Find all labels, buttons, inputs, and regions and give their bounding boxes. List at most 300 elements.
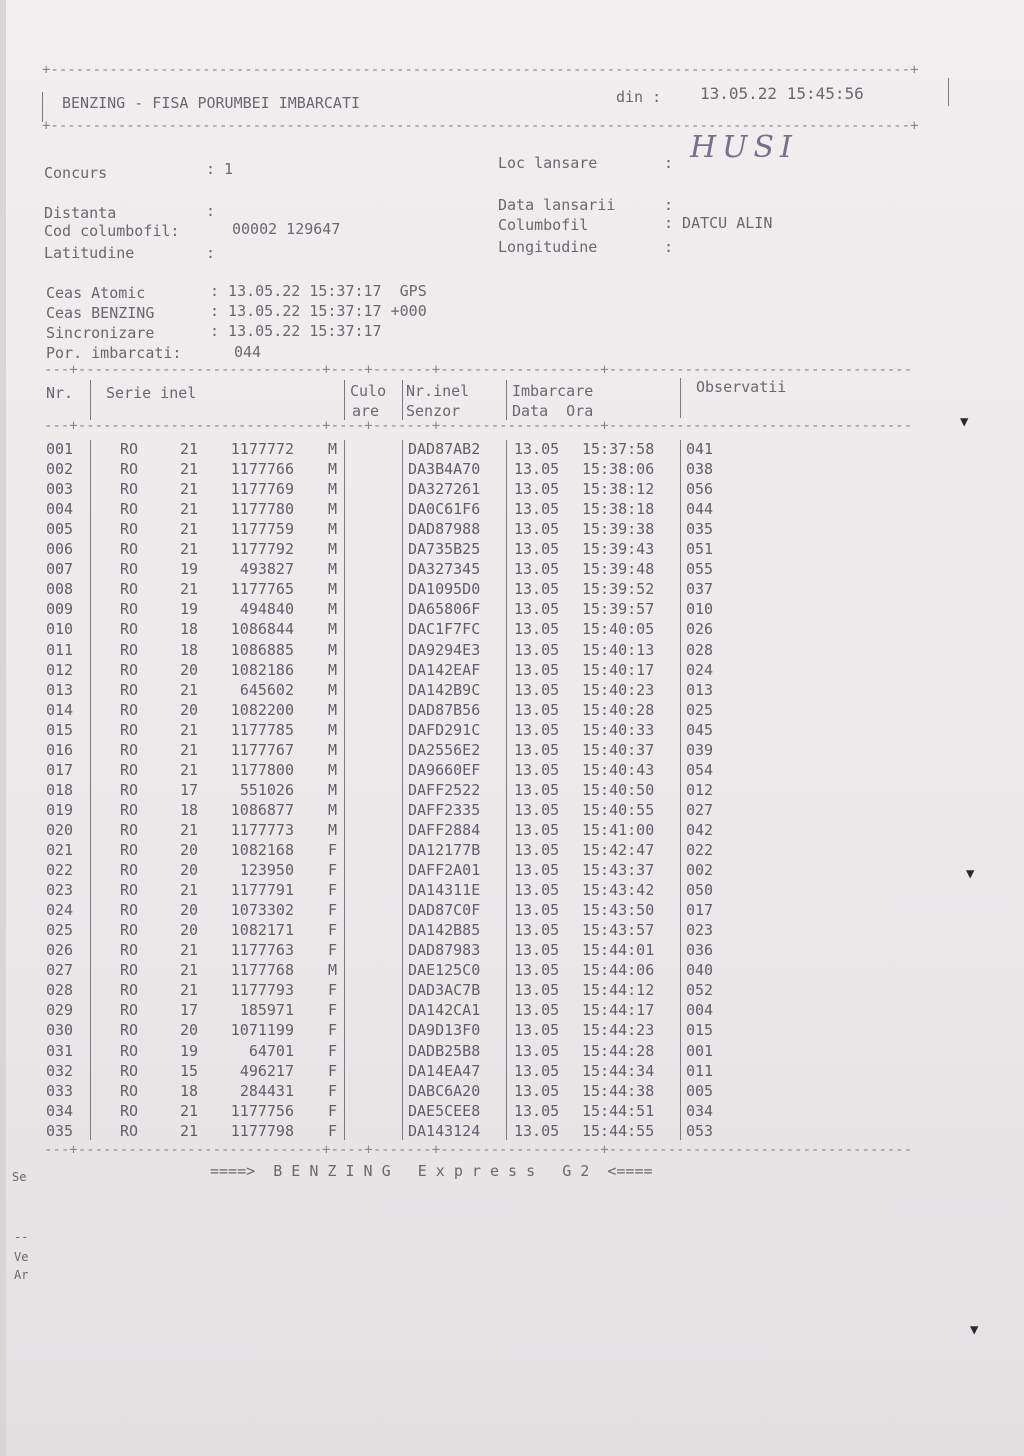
row-observation: 002: [686, 861, 714, 880]
row-country: RO: [120, 800, 139, 819]
row-date: 13.05: [514, 961, 560, 980]
handwritten-loc-lansare: HUSI: [690, 130, 798, 165]
row-year: 20: [180, 1021, 199, 1040]
row-sensor: DAE125C0: [408, 961, 481, 980]
row-sex: M: [328, 800, 338, 819]
row-date: 13.05: [514, 700, 560, 719]
row-sex: M: [328, 680, 338, 699]
row-observation: 039: [686, 740, 714, 759]
row-observation: 054: [686, 760, 714, 779]
row-country: RO: [120, 460, 139, 479]
row-number: 004: [46, 500, 74, 519]
row-date: 13.05: [514, 600, 560, 619]
row-year: 20: [180, 700, 199, 719]
row-number: 027: [46, 961, 74, 980]
row-date: 13.05: [514, 921, 560, 940]
row-sex: M: [328, 660, 338, 679]
row-date: 13.05: [514, 1101, 560, 1120]
row-year: 21: [180, 941, 199, 960]
concurs-value: : 1: [206, 160, 234, 178]
row-country: RO: [120, 440, 139, 458]
row-date: 13.05: [514, 480, 560, 499]
row-country: RO: [120, 1061, 139, 1080]
row-date: 13.05: [514, 1121, 560, 1140]
row-country: RO: [120, 500, 139, 519]
row-sensor: DAD87983: [408, 941, 481, 960]
row-observation: 036: [686, 941, 714, 960]
row-country: RO: [120, 881, 139, 900]
row-sex: F: [328, 981, 338, 1000]
row-time: 15:39:52: [582, 580, 655, 599]
row-sensor: DAD87B56: [408, 700, 481, 719]
row-country: RO: [120, 660, 139, 679]
row-observation: 034: [686, 1101, 714, 1120]
row-country: RO: [120, 600, 139, 619]
footer-banner: ====> B E N Z I N G E x p r e s s G 2 <====: [210, 1162, 653, 1180]
row-observation: 022: [686, 841, 714, 859]
row-number: 011: [46, 640, 74, 659]
row-year: 21: [180, 961, 199, 980]
columbofil-label: Columbofil: [498, 216, 589, 234]
row-country: RO: [120, 961, 139, 980]
row-number: 020: [46, 820, 74, 839]
row-number: 016: [46, 740, 74, 759]
row-ring-number: 1177785: [230, 720, 294, 739]
row-time: 15:40:23: [582, 680, 655, 699]
date-value: 13.05.22 15:45:56: [700, 84, 864, 103]
row-year: 19: [180, 600, 199, 619]
row-sensor: DA3B4A70: [408, 460, 481, 479]
row-observation: 051: [686, 540, 714, 559]
row-ring-number: 1177773: [230, 820, 294, 839]
row-date: 13.05: [514, 640, 560, 659]
row-sensor: DA1095D0: [408, 580, 481, 599]
header-right-bar: [948, 78, 949, 106]
row-observation: 010: [686, 600, 714, 619]
row-sex: F: [328, 921, 338, 940]
row-time: 15:38:06: [582, 460, 655, 479]
row-ring-number: 1177793: [230, 981, 294, 1000]
row-ring-number: 1177768: [230, 961, 294, 980]
columbofil-value: : DATCU ALIN: [664, 214, 773, 232]
row-date: 13.05: [514, 540, 560, 559]
row-sensor: DA65806F: [408, 600, 481, 619]
row-country: RO: [120, 620, 139, 639]
row-year: 18: [180, 620, 199, 639]
row-date: 13.05: [514, 800, 560, 819]
row-country: RO: [120, 740, 139, 759]
row-ring-number: 551026: [239, 780, 294, 799]
row-country: RO: [120, 1021, 139, 1040]
row-date: 13.05: [514, 620, 560, 639]
row-date: 13.05: [514, 660, 560, 679]
row-number: 003: [46, 480, 74, 499]
col-observatii: Observatii: [696, 378, 787, 396]
row-year: 21: [180, 460, 199, 479]
row-year: 21: [180, 981, 199, 1000]
row-sex: M: [328, 440, 338, 458]
row-observation: 025: [686, 700, 714, 719]
row-date: 13.05: [514, 820, 560, 839]
row-ring-number: 1177765: [230, 580, 294, 599]
row-date: 13.05: [514, 720, 560, 739]
row-sex: F: [328, 901, 338, 920]
row-observation: 015: [686, 1021, 714, 1040]
longitudine-value: :: [664, 238, 674, 256]
row-year: 18: [180, 800, 199, 819]
row-observation: 011: [686, 1061, 714, 1080]
row-sensor: DAD3AC7B: [408, 981, 481, 1000]
row-time: 15:43:37: [582, 861, 655, 880]
edge-text: Ve: [14, 1250, 29, 1264]
row-ring-number: 64701: [248, 1041, 294, 1060]
row-sex: M: [328, 740, 338, 759]
row-year: 20: [180, 921, 199, 940]
edge-text: Se: [12, 1170, 27, 1184]
row-time: 15:44:51: [582, 1101, 655, 1120]
row-year: 21: [180, 1101, 199, 1120]
row-sex: M: [328, 540, 338, 559]
row-ring-number: 1177759: [230, 520, 294, 539]
row-country: RO: [120, 680, 139, 699]
row-observation: 004: [686, 1001, 714, 1020]
data-lansarii-value: :: [664, 196, 674, 214]
row-time: 15:44:34: [582, 1061, 655, 1080]
row-country: RO: [120, 981, 139, 1000]
row-number: 025: [46, 921, 74, 940]
row-observation: 024: [686, 660, 714, 679]
row-date: 13.05: [514, 941, 560, 960]
row-time: 15:44:12: [582, 981, 655, 1000]
row-sensor: DA9660EF: [408, 760, 481, 779]
ceas-benzing-label: Ceas BENZING: [46, 304, 155, 322]
row-ring-number: 493827: [239, 560, 294, 579]
row-sex: M: [328, 720, 338, 739]
col-nr-inel-1: Nr.inel: [406, 382, 470, 400]
row-year: 17: [180, 1001, 199, 1020]
row-country: RO: [120, 760, 139, 779]
row-time: 15:38:12: [582, 480, 655, 499]
row-time: 15:40:50: [582, 780, 655, 799]
row-observation: 017: [686, 901, 714, 920]
row-country: RO: [120, 1001, 139, 1020]
concurs-label: Concurs: [44, 164, 108, 182]
sincronizare-value: : 13.05.22 15:37:17: [210, 322, 382, 340]
row-date: 13.05: [514, 881, 560, 900]
row-year: 21: [180, 440, 199, 458]
row-sensor: DAC1F7FC: [408, 620, 481, 639]
row-time: 15:43:42: [582, 881, 655, 900]
row-ring-number: 1177767: [230, 740, 294, 759]
row-observation: 001: [686, 1041, 714, 1060]
row-year: 21: [180, 1121, 199, 1140]
row-time: 15:43:57: [582, 921, 655, 940]
row-country: RO: [120, 1101, 139, 1120]
row-observation: 005: [686, 1081, 714, 1100]
row-number: 007: [46, 560, 74, 579]
row-sensor: DA0C61F6: [408, 500, 481, 519]
row-ring-number: 1086877: [230, 800, 294, 819]
row-sensor: DA9D13F0: [408, 1021, 481, 1040]
row-sex: F: [328, 881, 338, 900]
row-date: 13.05: [514, 1081, 560, 1100]
row-sex: M: [328, 480, 338, 499]
row-country: RO: [120, 861, 139, 880]
por-imbarcati-value: 044: [234, 343, 262, 361]
printed-sheet: +------------------------------------------------------------------------------------------------------+ BENZING - FISA PORUMBEI IMBARCATI din : 13.05.22 15:45:56 +------------------------------------------------------------------------------------------------------+ Concurs : 1 Loc lansare : HUSI Distanta : Data lansarii : Cod columbofil: 00002 129647 Columbofil : DATCU ALIN Latitudine : Longitudine : Ceas Atomic : 13.05.22 15:37:17 GPS Ceas BENZING : 13.05.22 15:37:17 +000 Sincronizare : 13.05.22 15:37:17 Por. imbarcati: 044 ---+-----------------------------+----+-------+-------------------+------------------------------------ Nr. Serie inel Culo are Nr.inel Senzor Imbarcare Data Ora Observatii ---+-----------------------------+----+-------+-------------------+------------------------------------ ▼ 001 RO 21 1177772 M DAD87AB2 13.05 15:37:58 041 002 RO 21 1177766 M DA3B4A70 13.05 15:38:06 038 003 RO 21 1177769 M DA327261 13.05 15:38:12 056 004 RO 21 1177780 M DA0C61F6 13.05 15:38:18 044 005 RO 21 1177759 M DAD87988 13.05 15:39:38 035 006 RO 21 1177792 M DA735B25 13.05 15:39:43 051 007 RO 19 493827 M DA327345 13.05 15:39:48 055 008 RO 21 1177765 M DA1095D0 13.05 15:39:52 037 009 RO 19 494840 M DA65806F 13.05 15:39:57 010 010 RO 18 1086844 M DAC1F7FC 13.05 15:40:05 026 011 RO 18 1086885 M DA9294E3 13.05 15:40:13 028 012 RO 20 1082186 M DA142EAF 13.05 15:40:17 024 013 RO 21 645602 M DA142B9C 13.05 15:40:23 013 014 RO 20 1082200 M DAD87B56 13.05 15:40:28 025 015 RO 21 1177785 M DAFD291C 13.05 15:40:33 045 016 RO 21 1177767 M DA2556E2 13.05 15:40:37 039 017 RO 21 1177800 M DA9660EF 13.05 15:40:43 054 018 RO 17 551026 M DAFF2522 13.05 15:40:50 012 019 RO 18 1086877 M DAFF2335 13.05 15:40:55 027 020 RO 21 1177773 M DAFF2884 13.05 15:41:00 042 021 RO 20 1082168 F DA12177B 13.05 15:42:47 022 022 RO 20 123950 F DAFF2A01 13.05 15:43:37 002 023 RO 21 1177791 F DA14311E 13.05 15:43:42 050 024 RO 20 1073302 F DAD87C0F 13.05 15:43:50 017 025 RO 20 1082171 F DA142B85 13.05 15:43:57 023 026 RO 21 1177763 F DAD87983 13.05 15:44:01 036 027 RO 21 1177768 M DAE125C0 13.05 15:44:06 040 028 RO 21 1177793 F DAD3AC7B 13.05 15:44:12 052 029 RO 17 185971 F DA142CA1 13.05 15:44:17 004 030 RO 20 1071199 F DA9D13F0 13.05 15:44:23 015 031 RO 19 64701 F DADB25B8 13.05 15:44:28 001 032 RO 15 496217 F DA14EA47 13.05 15:44:34 011 033 RO 18 284431 F DABC6A20 13.05 15:44:38 005 034 RO 21 1177756 F DAE5CEE8 13.05 15:44:51 034 035 RO 21 1177798 F DA143124 13.05 15:44:55 053 ▼ ---+-----------------------------+----+-------+-------------------+------------------------------------ ====> B E N Z I N G E x p r e s s G 2 <==== ▼: [6, 0, 1024, 1456]
por-imbarcati-label: Por. imbarcati:: [46, 344, 182, 362]
row-number: 010: [46, 620, 74, 639]
distanta-value: :: [206, 202, 216, 220]
row-number: 012: [46, 660, 74, 679]
row-observation: 028: [686, 640, 714, 659]
row-year: 21: [180, 580, 199, 599]
row-sex: F: [328, 1101, 338, 1120]
row-date: 13.05: [514, 520, 560, 539]
row-observation: 044: [686, 500, 714, 519]
row-observation: 056: [686, 480, 714, 499]
row-sensor: DAD87AB2: [408, 440, 481, 458]
row-time: 15:39:57: [582, 600, 655, 619]
row-number: 028: [46, 981, 74, 1000]
row-time: 15:40:37: [582, 740, 655, 759]
row-time: 15:44:23: [582, 1021, 655, 1040]
row-observation: 053: [686, 1121, 714, 1140]
row-sex: F: [328, 861, 338, 880]
row-year: 21: [180, 520, 199, 539]
row-number: 002: [46, 460, 74, 479]
table-top-border: ---+-----------------------------+----+-------+-------------------+------------------------------------: [44, 362, 913, 378]
ceas-benzing-value: : 13.05.22 15:37:17 +000: [210, 302, 427, 320]
row-sensor: DABC6A20: [408, 1081, 481, 1100]
row-sensor: DAFF2522: [408, 780, 481, 799]
row-observation: 027: [686, 800, 714, 819]
row-sex: M: [328, 560, 338, 579]
row-country: RO: [120, 921, 139, 940]
col-culoare-2: are: [352, 402, 380, 420]
row-ring-number: 494840: [239, 600, 294, 619]
row-year: 21: [180, 720, 199, 739]
row-sex: M: [328, 620, 338, 639]
row-year: 21: [180, 820, 199, 839]
row-year: 17: [180, 780, 199, 799]
row-sex: M: [328, 580, 338, 599]
row-number: 033: [46, 1081, 74, 1100]
row-sex: M: [328, 780, 338, 799]
row-sex: M: [328, 640, 338, 659]
row-time: 15:40:43: [582, 760, 655, 779]
row-number: 005: [46, 520, 74, 539]
row-ring-number: 1177769: [230, 480, 294, 499]
row-year: 21: [180, 881, 199, 900]
row-country: RO: [120, 1121, 139, 1140]
row-time: 15:41:00: [582, 820, 655, 839]
row-time: 15:44:01: [582, 941, 655, 960]
row-country: RO: [120, 560, 139, 579]
row-number: 018: [46, 780, 74, 799]
row-observation: 052: [686, 981, 714, 1000]
row-sensor: DAFF2A01: [408, 861, 481, 880]
row-time: 15:42:47: [582, 841, 655, 859]
row-sex: M: [328, 520, 338, 539]
row-sensor: DA735B25: [408, 540, 481, 559]
row-ring-number: 1082171: [230, 921, 294, 940]
row-time: 15:37:58: [582, 440, 655, 458]
row-country: RO: [120, 1041, 139, 1060]
row-year: 20: [180, 901, 199, 920]
col-imbarcare-2: Data Ora: [512, 402, 594, 420]
row-sensor: DAFF2884: [408, 820, 481, 839]
sincronizare-label: Sincronizare: [46, 324, 155, 342]
row-date: 13.05: [514, 460, 560, 479]
row-sensor: DA142CA1: [408, 1001, 481, 1020]
row-time: 15:40:33: [582, 720, 655, 739]
row-sex: M: [328, 760, 338, 779]
row-ring-number: 1071199: [230, 1021, 294, 1040]
row-observation: 037: [686, 580, 714, 599]
row-date: 13.05: [514, 560, 560, 579]
edge-text: --: [14, 1230, 29, 1244]
row-date: 13.05: [514, 680, 560, 699]
row-sensor: DAFD291C: [408, 720, 481, 739]
row-sensor: DAD87988: [408, 520, 481, 539]
row-time: 15:44:06: [582, 961, 655, 980]
row-observation: 026: [686, 620, 714, 639]
row-observation: 012: [686, 780, 714, 799]
table-header-border: ---+-----------------------------+----+-------+-------------------+------------------------------------: [44, 418, 913, 434]
row-sex: F: [328, 1121, 338, 1140]
row-date: 13.05: [514, 981, 560, 1000]
top-border: +------------------------------------------------------------------------------------------------------+: [42, 62, 919, 78]
row-number: 023: [46, 881, 74, 900]
row-sex: M: [328, 700, 338, 719]
row-observation: 038: [686, 460, 714, 479]
loc-lansare-label: Loc lansare: [498, 154, 598, 172]
row-observation: 042: [686, 820, 714, 839]
row-time: 15:40:13: [582, 640, 655, 659]
row-country: RO: [120, 780, 139, 799]
row-ring-number: 1177766: [230, 460, 294, 479]
row-sex: F: [328, 1061, 338, 1080]
row-ring-number: 123950: [239, 861, 294, 880]
row-date: 13.05: [514, 500, 560, 519]
row-sex: M: [328, 500, 338, 519]
row-number: 001: [46, 440, 74, 458]
ceas-atomic-value: : 13.05.22 15:37:17 GPS: [210, 282, 427, 300]
row-year: 20: [180, 841, 199, 859]
row-year: 21: [180, 760, 199, 779]
row-sensor: DA327261: [408, 480, 481, 499]
row-date: 13.05: [514, 740, 560, 759]
row-sex: M: [328, 600, 338, 619]
row-ring-number: 284431: [239, 1081, 294, 1100]
header-bottom-border: +------------------------------------------------------------------------------------------------------+: [42, 118, 919, 134]
row-time: 15:40:28: [582, 700, 655, 719]
row-sensor: DA142EAF: [408, 660, 481, 679]
row-observation: 050: [686, 881, 714, 900]
row-number: 024: [46, 901, 74, 920]
row-number: 031: [46, 1041, 74, 1060]
table-bottom-border: ---+-----------------------------+----+-------+-------------------+------------------------------------: [44, 1142, 913, 1158]
row-country: RO: [120, 580, 139, 599]
row-year: 21: [180, 480, 199, 499]
row-observation: 045: [686, 720, 714, 739]
row-ring-number: 1177792: [230, 540, 294, 559]
row-year: 20: [180, 861, 199, 880]
row-sensor: DAD87C0F: [408, 901, 481, 920]
row-country: RO: [120, 640, 139, 659]
row-observation: 040: [686, 961, 714, 980]
row-observation: 035: [686, 520, 714, 539]
ceas-atomic-label: Ceas Atomic: [46, 284, 146, 302]
row-date: 13.05: [514, 760, 560, 779]
row-sex: F: [328, 841, 338, 859]
row-number: 022: [46, 861, 74, 880]
arrow-mark: ▼: [970, 1322, 979, 1338]
col-culoare-1: Culo: [350, 382, 387, 400]
row-date: 13.05: [514, 1001, 560, 1020]
row-number: 006: [46, 540, 74, 559]
row-sensor: DA143124: [408, 1121, 481, 1140]
row-country: RO: [120, 901, 139, 920]
row-date: 13.05: [514, 901, 560, 920]
row-date: 13.05: [514, 861, 560, 880]
row-date: 13.05: [514, 780, 560, 799]
date-label: din :: [616, 88, 662, 106]
row-number: 019: [46, 800, 74, 819]
row-year: 18: [180, 1081, 199, 1100]
row-year: 19: [180, 560, 199, 579]
row-sensor: DA14EA47: [408, 1061, 481, 1080]
row-country: RO: [120, 700, 139, 719]
arrow-mark: ▼: [966, 866, 975, 882]
row-country: RO: [120, 520, 139, 539]
row-ring-number: 1073302: [230, 901, 294, 920]
row-sex: F: [328, 1041, 338, 1060]
row-time: 15:39:43: [582, 540, 655, 559]
row-ring-number: 1177763: [230, 941, 294, 960]
row-sex: F: [328, 1081, 338, 1100]
edge-text: Ar: [14, 1268, 29, 1282]
row-time: 15:44:55: [582, 1121, 655, 1140]
latitudine-label: Latitudine: [44, 244, 135, 262]
row-ring-number: 1086885: [230, 640, 294, 659]
row-number: 034: [46, 1101, 74, 1120]
row-sensor: DA12177B: [408, 841, 481, 859]
row-sex: M: [328, 961, 338, 980]
row-year: 18: [180, 640, 199, 659]
row-number: 014: [46, 700, 74, 719]
row-date: 13.05: [514, 440, 560, 458]
row-country: RO: [120, 720, 139, 739]
row-country: RO: [120, 820, 139, 839]
row-sex: F: [328, 1021, 338, 1040]
row-time: 15:40:05: [582, 620, 655, 639]
row-number: 008: [46, 580, 74, 599]
row-time: 15:44:28: [582, 1041, 655, 1060]
longitudine-label: Longitudine: [498, 238, 598, 256]
cod-columbofil-value: 00002 129647: [232, 220, 341, 238]
row-ring-number: 1086844: [230, 620, 294, 639]
row-ring-number: 496217: [239, 1061, 294, 1080]
row-number: 035: [46, 1121, 74, 1140]
row-year: 20: [180, 660, 199, 679]
col-nr-inel-2: Senzor: [406, 402, 461, 420]
row-time: 15:40:55: [582, 800, 655, 819]
row-number: 030: [46, 1021, 74, 1040]
row-sensor: DA142B9C: [408, 680, 481, 699]
row-number: 021: [46, 841, 74, 859]
